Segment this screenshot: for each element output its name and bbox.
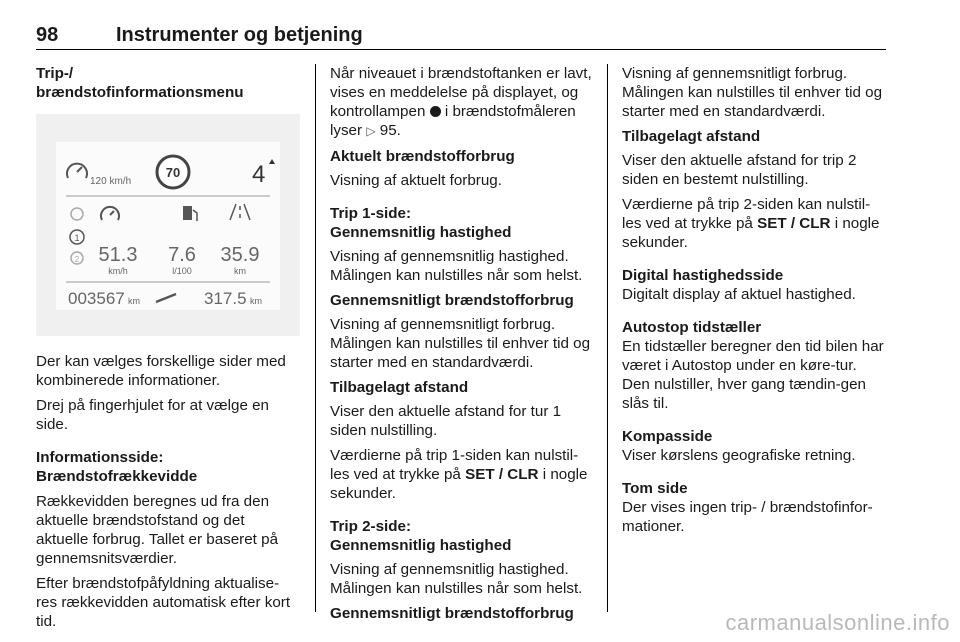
paragraph: Visning af gennemsnitlig hastighed. Målingen kan nulstilles når som helst. xyxy=(330,561,583,597)
paragraph: Drej på fingerhjulet for at vælge en side. xyxy=(36,397,270,433)
section-heading: Tilbagelagt afstand xyxy=(330,379,469,396)
header-rule xyxy=(36,49,886,50)
paragraph: Værdierne på trip 1-siden kan nulstil-les ved at trykke på SET / CLR i nogle sekunder. xyxy=(330,447,588,502)
trip-value: 35.9 xyxy=(220,244,260,266)
column-divider xyxy=(607,64,608,612)
trip-unit: l/100 xyxy=(172,266,192,276)
section-heading: Trip-/ brændstofinformationsmenu xyxy=(36,65,244,101)
trip-unit: km xyxy=(234,266,246,276)
watermark: carmanualsonline.info xyxy=(725,610,950,635)
page-number: 98 xyxy=(36,24,59,46)
page-header xyxy=(36,6,886,50)
paragraph: Visning af aktuelt forbrug. xyxy=(330,172,502,189)
trip-heading: Trip 2-side: xyxy=(330,518,412,535)
paragraph: Der vises ingen trip- / brændstofinfor-mationer. xyxy=(622,499,873,535)
paragraph: Visning af gennemsnitligt forbrug. Målingen kan nulstilles til enhver tid og starter med en standardværdi. xyxy=(330,316,591,371)
section-heading: Gennemsnitligt brændstofforbrug xyxy=(330,292,574,309)
section-heading: Tom side xyxy=(622,480,688,497)
chapter-title: Instrumenter og betjening xyxy=(116,24,363,46)
gear-indicator: 4 xyxy=(252,161,266,188)
paragraph: Efter brændstofpåfyldning aktualise-res rækkevidden automatisk efter kort tid. xyxy=(36,575,291,630)
paragraph: Viser den aktuelle afstand for tur 1 siden nulstilling. xyxy=(330,403,562,439)
trip-distance-unit: km xyxy=(250,296,262,306)
speed-sign-value: 70 xyxy=(165,165,181,180)
trip-distance-value: 317.5 xyxy=(204,289,247,308)
paragraph: En tidstæller beregner den tid bilen har været i Autostop under en køre-tur. Den nulstiller, hver gang tændin-gen slås til. xyxy=(622,338,884,412)
paragraph: Digitalt display af aktuel hastighed. xyxy=(622,286,856,303)
column-3 xyxy=(622,64,886,542)
info-heading: Informationsside: xyxy=(36,449,164,466)
column-divider xyxy=(315,64,316,612)
section-heading: Autostop tidstæller xyxy=(622,319,762,336)
section-heading: Digital hastighedsside xyxy=(622,267,784,284)
paragraph: Visning af gennemsnitligt forbrug. Målingen kan nulstilles til enhver tid og starter med en standardværdi. xyxy=(622,65,883,120)
trip-2-icon: 2 xyxy=(74,255,80,264)
section-heading: Tilbagelagt afstand xyxy=(622,128,761,145)
trip-value: 7.6 xyxy=(168,244,196,266)
trip-1-icon: 1 xyxy=(74,233,80,243)
set-clr-button-label: SET / CLR xyxy=(465,466,539,483)
warning-lamp-icon xyxy=(430,106,441,117)
paragraph: Der kan vælges forskellige sider med kombinerede informationer. xyxy=(36,353,286,389)
paragraph: Viser kørslens geografiske retning. xyxy=(622,447,856,464)
paragraph: Visning af gennemsnitlig hastighed. Målingen kan nulstilles når som helst. xyxy=(330,248,583,284)
trip-unit: km/h xyxy=(108,266,128,276)
section-heading: Gennemsnitligt brændstofforbrug xyxy=(330,605,574,622)
trip-heading: Trip 1-side: xyxy=(330,205,412,222)
page-ref-icon: ▷ xyxy=(366,124,376,138)
trip-value: 51.3 xyxy=(98,244,138,266)
instrument-display-illustration xyxy=(36,114,300,336)
odometer-value: 003567 xyxy=(68,289,125,308)
odometer-unit: km xyxy=(128,296,140,306)
info-subheading: Brændstofrækkevidde xyxy=(36,468,198,485)
column-2 xyxy=(330,64,594,623)
set-clr-button-label: SET / CLR xyxy=(757,215,831,232)
section-heading: Gennemsnitlig hastighed xyxy=(330,537,512,554)
paragraph: Når niveauet i brændstoftanken er lavt, vises en meddelelse på displayet, og kontrollampen i brændstofmåleren lyser ▷ 95. xyxy=(330,65,592,139)
paragraph: Viser den aktuelle afstand for trip 2 siden en bestemt nulstilling. xyxy=(622,152,857,188)
instrument-display-figure xyxy=(36,114,300,336)
paragraph: Værdierne på trip 2-siden kan nulstil-les ved at trykke på SET / CLR i nogle sekunder. xyxy=(622,196,880,251)
section-heading: Aktuelt brændstofforbrug xyxy=(330,148,515,165)
column-1 xyxy=(36,64,300,637)
section-heading: Gennemsnitlig hastighed xyxy=(330,224,512,241)
section-heading: Kompasside xyxy=(622,428,713,445)
paragraph: Rækkevidden beregnes ud fra den aktuelle brændstofstand og det aktuelle forbrug. Tallet er baseret på gennemsnitsværdier. xyxy=(36,493,279,567)
speed-limit-text: 120 km/h xyxy=(90,176,132,187)
